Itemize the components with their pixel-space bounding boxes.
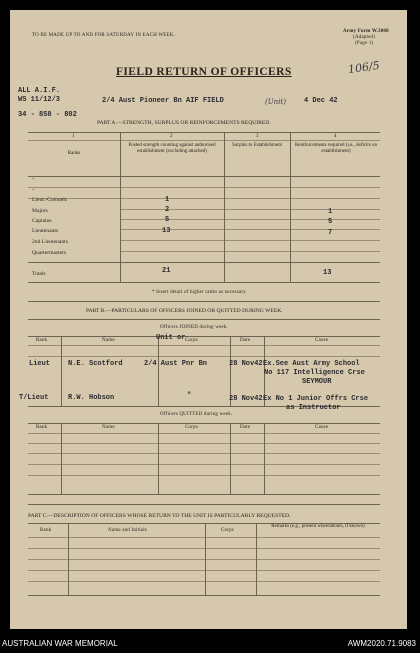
return-date: 4 Dec 42 bbox=[304, 97, 338, 105]
joined-corps: " bbox=[187, 392, 192, 400]
col-rank: Rank bbox=[36, 425, 48, 430]
part-c-heading: PART C.—DESCRIPTION OF OFFICERS WHOSE RETURN TO THE UNIT IS PARTICULARLY REQUESTED. bbox=[28, 513, 291, 519]
unit-name: 2/4 Aust Pioneer Bn AIF FIELD bbox=[102, 97, 224, 105]
joined-corps: 2/4 Aust Pnr Bn bbox=[144, 360, 208, 368]
col-remarks: Remarks (e.g., present whereabouts, if known) bbox=[271, 524, 365, 529]
col-number-1: 1 bbox=[72, 134, 75, 139]
posted-value: 5 bbox=[165, 216, 170, 224]
form-adapted: (Adapted) bbox=[353, 35, 376, 40]
col-rank: Rank bbox=[36, 338, 48, 343]
posted-value: 1 bbox=[165, 196, 170, 204]
joined-date: 28 Nov42 bbox=[229, 360, 263, 368]
joined-cause-2: as Instructor bbox=[286, 404, 341, 412]
reinf-value: 7 bbox=[328, 229, 333, 237]
joined-name: R.W. Hobson bbox=[68, 394, 115, 402]
col-rank: Rank bbox=[40, 528, 52, 533]
col-cause: Cause bbox=[315, 425, 329, 430]
reinf-value: 1 bbox=[328, 208, 333, 216]
rank-label: Lieutenants bbox=[32, 228, 59, 234]
rank-label: Lieut.-Colonels bbox=[32, 197, 67, 203]
rank-label: Quartermasters bbox=[32, 250, 67, 256]
joined-cause: Ex No 1 Junior Offrs Crse bbox=[263, 395, 369, 403]
col-corps: Corps bbox=[221, 528, 234, 533]
joined-caption: Officers JOINED during week. bbox=[160, 325, 228, 330]
reinf-value: 5 bbox=[328, 218, 333, 226]
form-page: (Page 1) bbox=[355, 41, 374, 46]
posted-value: 13 bbox=[162, 227, 171, 235]
col-number-2: 2 bbox=[170, 134, 173, 139]
col-header-reinf: Reinforcements required (i.e., deficits on establishment) bbox=[294, 143, 378, 154]
aif-stamp: ALL A.I.F. bbox=[18, 87, 61, 95]
folio-number: 106/5 bbox=[347, 58, 381, 77]
joined-cause-2: No 117 Intelligence Crse bbox=[264, 369, 365, 377]
part-a-heading: PART A.—STRENGTH, SURPLUS OR REINFORCEMENTS REQUIRED. bbox=[97, 120, 271, 126]
col-name-initials: Name and Initials bbox=[108, 528, 147, 533]
unit-label: (Unit) bbox=[265, 98, 286, 106]
file-number: 34 - 858 - 802 bbox=[18, 111, 77, 119]
form-number: Army Form W.3008 bbox=[343, 29, 389, 34]
col-corps: Corps bbox=[185, 425, 198, 430]
col-number-4: 4 bbox=[334, 134, 337, 139]
joined-cause: Ex.See Aust Army School bbox=[263, 360, 360, 368]
col-corps: Corps bbox=[185, 338, 198, 343]
joined-cause-3: SEYMOUR bbox=[302, 378, 332, 386]
totals-label: Totals bbox=[32, 271, 46, 277]
joined-date: 28 Nov42 bbox=[229, 395, 263, 403]
col-date: Date bbox=[240, 338, 251, 343]
instruction-text: TO BE MADE UP TO AND FOR SATURDAY IN EACH WEEK. bbox=[32, 33, 176, 38]
col-header-posted: Posted strength counting against authorised establishment (excluding attached) bbox=[128, 143, 216, 154]
rank-label: Majors bbox=[32, 208, 48, 214]
footer-source: AUSTRALIAN WAR MEMORIAL bbox=[2, 639, 118, 648]
col-header-ranks: Ranks bbox=[67, 151, 81, 156]
joined-name: N.E. Scotford bbox=[68, 360, 123, 368]
col-name: Name bbox=[102, 425, 115, 430]
col-header-surplus: Surplus to Establishment bbox=[232, 143, 282, 148]
total-reinf: 13 bbox=[323, 269, 332, 277]
col-name: Name bbox=[102, 338, 115, 343]
reference-number: WS 11/12/3 bbox=[18, 96, 61, 104]
unit-or-label: Unit or bbox=[156, 334, 186, 342]
footer-accession: AWM2020.71.9083 bbox=[347, 639, 416, 648]
rank-label: 2nd Lieutenants bbox=[32, 239, 68, 245]
rank-label: Captains bbox=[32, 218, 52, 224]
posted-value: 2 bbox=[165, 206, 170, 214]
total-posted: 21 bbox=[162, 267, 171, 275]
joined-rank: Lieut bbox=[29, 360, 51, 368]
part-a-footnote: * Insert detail of higher ranks as necessary bbox=[152, 290, 246, 295]
part-b-heading: PART B.—PARTICULARS OF OFFICERS JOINED OR QUITTED DURING WEEK. bbox=[86, 308, 283, 314]
joined-rank: T/Lieut bbox=[19, 394, 49, 402]
quitted-caption: Officers QUITTED during week. bbox=[160, 412, 233, 417]
col-date: Date bbox=[240, 425, 251, 430]
form-sheet: TO BE MADE UP TO AND FOR SATURDAY IN EACH WEEK. Army Form W.3008 (Adapted) (Page 1) 106/5 FIELD RETURN OF OFFICERS ALL A.I.F. WS 11/12/3 2/4 Aust Pioneer Bn AIF FIELD (Unit) 4 Dec 42 34 - 858 - 802 PART A.—STRENGTH, SURPLUS OR REINFORCEMENTS REQUIRED. 1 2 3 4 Ranks Posted strength counting against authorised establishment (excluding attached) Surplus to Establishment Reinforcements required (i.e., deficits on establishment) * * Lieut.-Colonels Majors Captains Lieutenants 2nd Lieutenants Quartermasters 1 2 5 13 1 5 7 Totals 21 13 * Insert detail of higher ranks as necessary PART B.—PARTICULARS OF OFFICERS JOINED OR QUITTED DURING WEEK. Officers JOINED during week. Rank Name Corps Date Cause Unit or Lieut N.E. Scotford 2/4 Aust Pnr Bn 28 Nov42 Ex.See Aust Army School No 117 Intelligence Crse SEYMOUR T/Lieut R.W. Hobson " 28 Nov42 Ex No 1 Junior Offrs Crse as Instructor Officers QUITTED during week. Rank Name Corps Date Cause PART C.—DESCRIPTION OF OFFICERS WHOSE RETURN TO THE UNIT IS PARTICULARLY REQUESTED. Rank Name and Initials Corps Remarks (e.g., present whereabouts, if known) bbox=[10, 10, 407, 629]
col-number-3: 3 bbox=[256, 134, 259, 139]
col-cause: Cause bbox=[315, 338, 329, 343]
form-title: FIELD RETURN OF OFFICERS bbox=[116, 66, 292, 78]
